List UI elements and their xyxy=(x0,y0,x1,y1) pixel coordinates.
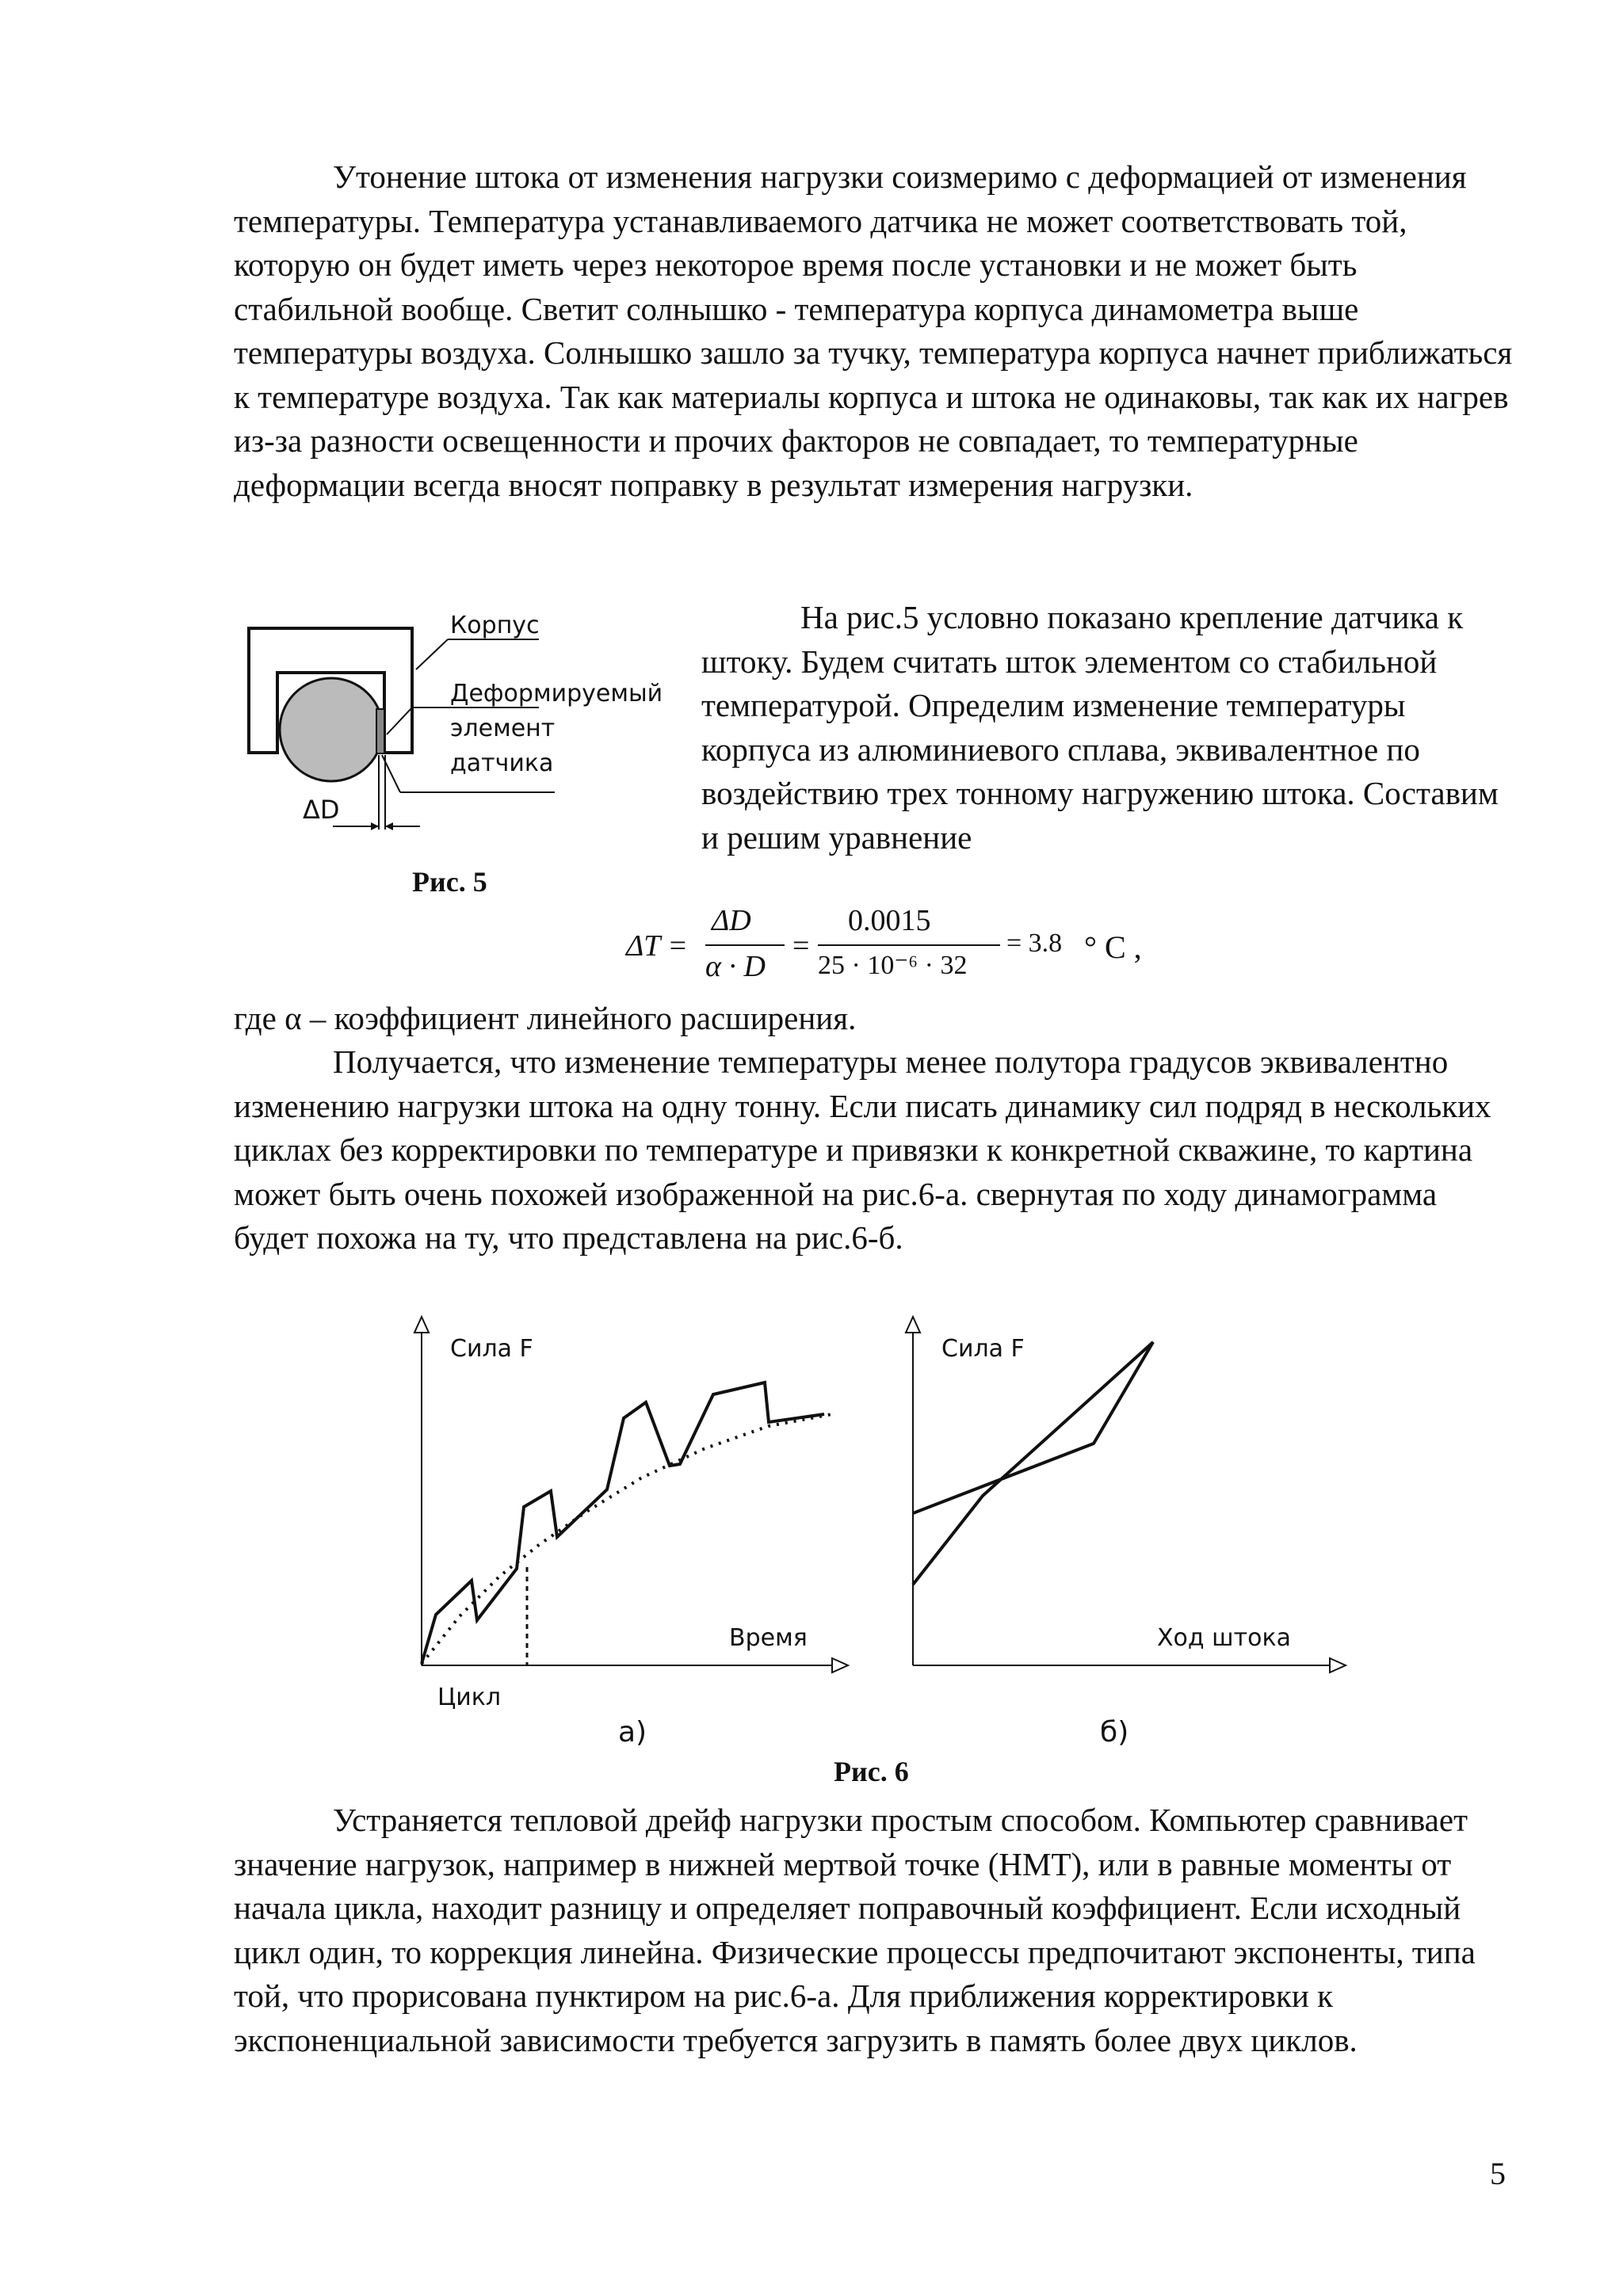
page-number: 5 xyxy=(1490,2156,1506,2191)
formula-unit: ° C , xyxy=(1084,929,1142,965)
fig6a-y-label: Сила F xyxy=(450,1335,533,1363)
paragraph-1-text: Утонение штока от изменения нагрузки соизмеримо с деформацией от изменения температуры. Температура устанавливаемого датчика не может соответствовать той, которую он будет иметь через некоторое время после установки и не может быть стабильной вообще. Светит солнышко - температура корпуса динамометра выше температуры воздуха. Солнышко зашло за тучку, температура корпуса начнет приближаться к температуре воздуха. Так как материалы корпуса и штока не одинаковы, так как их нагрев из-за разности освещенности и прочих факторов не совпадает, то температурные деформации всегда вносят поправку в результат измерения нагрузки. xyxy=(234,158,1513,503)
fig6b-x-arrow xyxy=(1330,1658,1346,1672)
fig6a-x-label: Время xyxy=(729,1624,808,1652)
fig5-element-label-line2: элемент xyxy=(450,715,556,742)
figure-5-diagram xyxy=(238,612,682,852)
formula-denominator-1: α · D xyxy=(705,950,766,983)
fig6a-y-arrow xyxy=(414,1317,429,1333)
paragraph-1 xyxy=(234,155,1518,507)
fig5-delta-label: ΔD xyxy=(303,795,340,825)
paragraph-5-text: Устраняется тепловой дрейф нагрузки простым способом. Компьютер сравнивает значение нагрузок, например в нижней мертвой точке (НМТ), или в равные моменты от начала цикла, находит разницу и определяет поправочный коэффициент. Если исходный цикл один, то коррекция линейна. Физические процессы предпочитают экспоненты, типа той, что прорисована пунктиром на рис.6-а. Для приближения корректировки к экспоненциальной зависимости требуется загрузить в память более двух циклов. xyxy=(234,1802,1476,2058)
paragraph-2-text: На рис.5 условно показано крепление датчика к штоку. Будем считать шток элементом со стабильной температурой. Определим изменение температуры корпуса из алюминиевого сплава, эквивалентное по воздействию трех тонному нагружению штока. Составим и решим уравнение xyxy=(701,599,1499,856)
formula-equals-1: = xyxy=(792,929,810,963)
fig5-body-label: Корпус xyxy=(450,612,540,639)
fig6a-panel-label: а) xyxy=(618,1716,647,1749)
formula-equals-2: = 3.8 xyxy=(1006,929,1063,958)
formula-numerator-2: 0.0015 xyxy=(848,904,931,937)
fig6a-force-curve xyxy=(422,1383,824,1664)
paragraph-4 xyxy=(234,1040,1518,1261)
fig6b-loop-curve xyxy=(913,1342,1153,1585)
paragraph-3 xyxy=(234,997,1518,1041)
fig5-element-label-line3: датчика xyxy=(450,749,554,777)
paragraph-5 xyxy=(234,1798,1518,2062)
figure-5-caption: Рис. 5 xyxy=(412,866,487,898)
paragraph-4-text: Получается, что изменение температуры менее полутора градусов эквивалентно изменению нагрузки штока на одну тонну. Если писать динамику сил подряд в нескольких циклах без корректировки по температуре и привязки к конкретной скважине, то картина может быть очень похожей изображенной на рис.6-а. свернутая по ходу динамограмма будет похожа на ту, что представлена на рис.6-б. xyxy=(234,1043,1491,1256)
formula-lhs: ΔT = xyxy=(626,929,688,963)
paragraph-2 xyxy=(701,596,1518,860)
figure-6b-chart xyxy=(896,1307,1355,1751)
fig6b-panel-label: б) xyxy=(1100,1716,1129,1749)
fig6a-x-arrow xyxy=(832,1658,848,1672)
fig6b-x-label: Ход штока xyxy=(1157,1624,1291,1652)
formula-denominator-2: 25 · 10⁻⁶ · 32 xyxy=(818,951,968,980)
fig6b-y-label: Сила F xyxy=(941,1335,1025,1363)
fig6a-cycle-label: Цикл xyxy=(437,1684,502,1711)
figure-6a-chart xyxy=(404,1307,848,1751)
formula-numerator-1: ΔD xyxy=(712,904,751,937)
sensor-element xyxy=(376,709,384,753)
fig5-element-label-line1: Деформируемый xyxy=(450,680,663,707)
fig6b-y-arrow xyxy=(906,1317,920,1333)
formula-delta-t xyxy=(618,903,1173,998)
figure-6-caption: Рис. 6 xyxy=(834,1756,909,1787)
rod-circle xyxy=(280,678,383,781)
paragraph-3-text: где α – коэффициент линейного расширения. xyxy=(234,1000,857,1036)
